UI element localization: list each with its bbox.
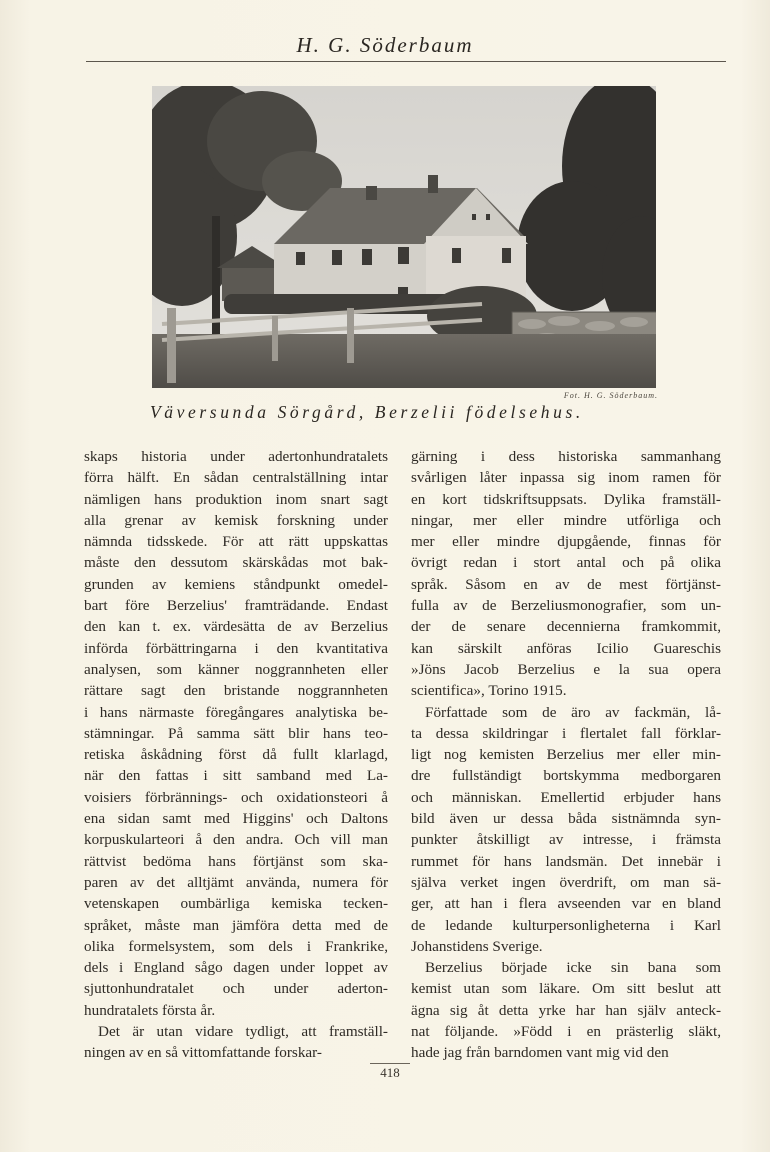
text-line: ger, att han i flera avseenden var en bland	[411, 895, 721, 913]
text-line: den kan t. ex. värdesätta de av Berzelius	[84, 618, 388, 636]
text-line: en kort tidskriftsuppsats. Dylika framställ-	[411, 490, 721, 508]
text-line: de ledande kulturpersonligheterna i Karl	[411, 916, 721, 934]
text-line: Det är utan vidare tydligt, att framställ-	[98, 1023, 388, 1041]
house-photo-illustration	[152, 86, 656, 388]
text-line: olika formelsystem, som dels i Frankrike,	[84, 937, 388, 955]
text-line: punkter åtskilligt av intresse, i främsta	[411, 831, 721, 849]
text-line: dre fullständigt bortskymma medborgaren	[411, 767, 721, 785]
page-number: 418	[370, 1063, 410, 1081]
text-line: ägna sig åt detta yrke har han själv anteck-	[411, 1001, 721, 1019]
text-line: förra hälft. En sådan centralställning intar	[84, 469, 388, 487]
text-line: voisiers förbrännings- och oxidationsteori å	[84, 788, 388, 806]
text-line: i hans närmaste föregångares analytiska be-	[84, 703, 388, 721]
text-line: hundratalets första år.	[84, 1001, 216, 1019]
text-line: dels i England sågo dagen under loppet av	[84, 959, 388, 977]
text-line: ena sidan samt med Higgins' och Daltons	[84, 810, 388, 828]
text-line: kan särskilt anföras Icilio Guareschis	[411, 639, 721, 657]
text-column-left	[84, 446, 388, 1064]
text-line: språk. Såsom en av de mest förtjänst-	[411, 575, 721, 593]
text-line: svårligen låter inpassa sig inom ramen för	[411, 469, 721, 487]
text-line: ningar, mer eller mindre utförliga och	[411, 511, 721, 529]
text-line: fulla av de Berzeliusmonografier, som un-	[411, 597, 721, 615]
text-line: gärning i dess historiska sammanhang	[411, 448, 721, 465]
text-line: Berzelius började icke sin bana som	[425, 959, 721, 977]
text-line: korpuskularteori å den andra. Och vill man	[84, 831, 388, 849]
text-line: vetenskapen oumbärliga kemiska tecken-	[84, 895, 388, 913]
text-line: rättvist bedöma hans förtjänst som ska-	[84, 852, 388, 870]
text-line: rummet för hans landsmän. Det innebär i	[411, 852, 721, 870]
text-line: ningen av en så vittomfattande forskar-	[84, 1044, 322, 1062]
photo-credit: Fot. H. G. Söderbaum.	[563, 391, 658, 400]
text-line: scientifica», Torino 1915.	[411, 682, 567, 700]
text-line: språket, måste man jämföra detta med de	[84, 916, 388, 934]
text-line: och människan. Emellertid erbjuder hans	[411, 788, 721, 806]
text-line: måste den dessutom skärskådas mot bak-	[84, 554, 388, 572]
text-line: nat följande. »Född i en prästerlig släkt,	[411, 1023, 721, 1041]
text-line: själva verket ingen överdrift, om man sä-	[411, 873, 721, 891]
text-line: paren av det alltjämt använda, numera för	[84, 873, 388, 891]
text-line: stämningar. På samma sätt blir hans teo-	[84, 724, 388, 742]
text-line: övrigt redan i stort antal och på olika	[411, 554, 721, 572]
text-line: Författade som de äro av fackmän, lå-	[425, 703, 721, 721]
text-line: grunden av kemiens ståndpunkt omedel-	[84, 575, 388, 593]
text-line: alla grenar av kemisk forskning under	[84, 511, 388, 529]
text-line: ligt nog kemisten Berzelius mer eller min-	[411, 746, 721, 764]
text-line: sjuttonhundratalet och under aderton-	[84, 980, 388, 998]
text-line: införda förbättringarna i den kvantitativa	[84, 639, 388, 657]
photograph-birthplace	[152, 86, 656, 388]
text-line: skaps historia under adertonhundratalets	[84, 448, 388, 465]
text-column-right	[411, 446, 721, 1064]
header-rule	[86, 61, 726, 62]
text-line: rättare sagt den bristande noggrannheten	[84, 682, 388, 700]
text-line: nämnda tidsskede. För att rätt uppskattas	[84, 533, 388, 551]
text-line: mer eller mindre djupgående, finnas för	[411, 533, 721, 551]
text-line: der de senare decennierna framkommit,	[411, 618, 721, 636]
text-line: »Jöns Jacob Berzelius e la sua opera	[411, 660, 721, 678]
text-line: när den fattas i sitt samband med La-	[84, 767, 388, 785]
text-line: retiska åskådning först då fullt klarlagd,	[84, 746, 388, 764]
text-line: bild även ur dessa båda sistnämnda syn-	[411, 810, 721, 828]
running-title: H. G. Söderbaum	[296, 33, 474, 57]
text-line: hade jag från barndomen vant mig vid den	[411, 1044, 669, 1062]
text-line: ta dessa skildringar i flertalet fall förklar-	[411, 724, 721, 742]
text-line: bart före Berzelius' framträdande. Endast	[84, 597, 388, 615]
text-line: nämligen hans produktion inom snart sagt	[84, 490, 388, 508]
text-line: analysen, som känner noggrannheten eller	[84, 660, 388, 678]
figure-caption: Väversunda Sörgård, Berzelii födelsehus.	[150, 402, 584, 422]
text-line: kemist utan som läkare. Om sitt beslut att	[411, 980, 721, 998]
text-line: Johanstidens Sverige.	[411, 937, 543, 955]
